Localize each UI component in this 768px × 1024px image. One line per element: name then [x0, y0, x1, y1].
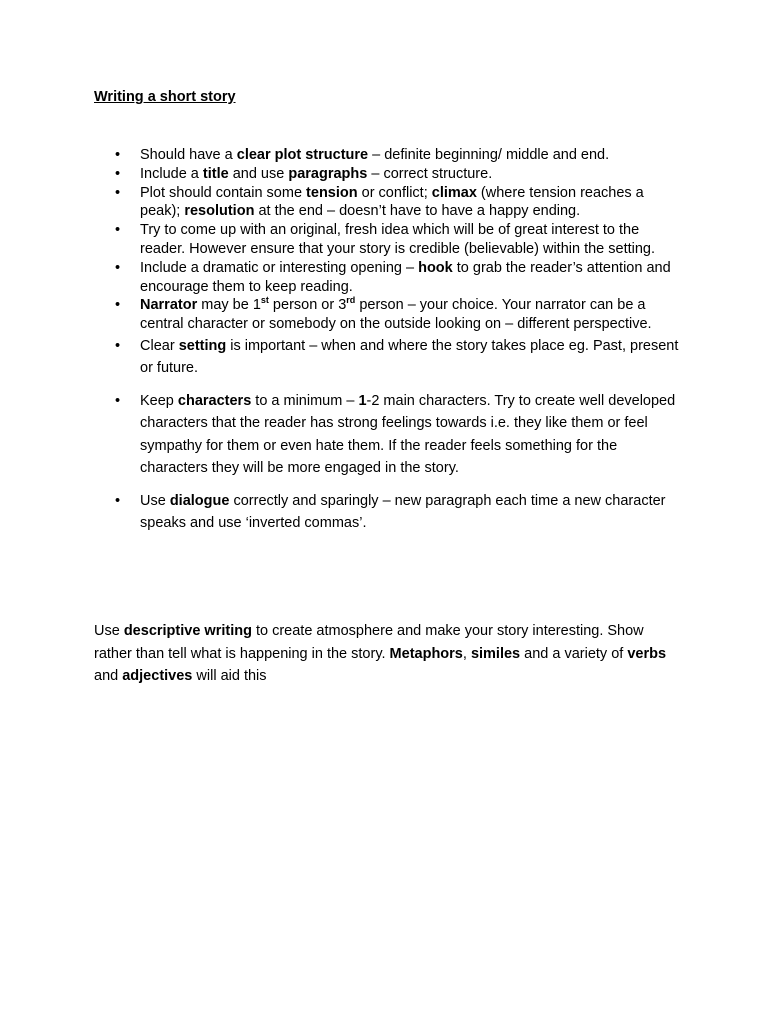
item-text: Plot should contain some: [140, 184, 307, 201]
item-text: Use: [140, 492, 170, 509]
list-item: [140, 221, 685, 259]
item-text: Include a: [140, 165, 203, 182]
list-item: [140, 165, 685, 184]
item-keyword: Narrator: [140, 297, 198, 314]
list-item: [140, 335, 685, 380]
paragraph-text: Use: [94, 623, 124, 639]
item-text: and use: [228, 165, 289, 182]
item-text: to a minimum –: [251, 392, 359, 409]
item-keyword: tension: [306, 184, 358, 201]
paragraph-text: will aid this: [192, 668, 267, 684]
item-text: Should have a: [140, 147, 237, 163]
item-keyword: paragraphs: [288, 165, 368, 182]
ordinal-superscript: rd: [346, 295, 356, 306]
list-item: [140, 146, 685, 165]
list-item: [140, 390, 685, 480]
paragraph-text: to create atmosphere and make your story interesting. Show rather than tell what is happening in the story.: [94, 623, 644, 662]
paragraph-keyword: similes: [470, 645, 521, 662]
item-keyword: characters: [177, 392, 252, 409]
ordinal-superscript: st: [260, 295, 269, 306]
item-keyword: climax: [431, 184, 477, 201]
item-text: – definite beginning/ middle and end.: [368, 147, 610, 163]
list-item: [140, 490, 685, 535]
list-item: [140, 259, 685, 297]
item-text: or conflict;: [357, 184, 432, 201]
item-text: Keep: [140, 392, 178, 409]
tips-list: [140, 146, 685, 535]
list-item: [140, 296, 685, 334]
item-keyword: title: [202, 165, 229, 182]
closing-paragraph: [94, 620, 684, 688]
item-text: to grab the reader’s attention and encourage them to keep reading.: [140, 259, 671, 295]
item-keyword: setting: [178, 337, 227, 354]
paragraph-keyword: Metaphors: [389, 645, 463, 662]
paragraph-keyword: adjectives: [122, 668, 193, 684]
item-text: person – your choice. Your narrator can be a central character or somebody on the outside looking on – different perspective.: [140, 297, 652, 333]
item-text: is important – when and where the story takes place eg. Past, present or future.: [140, 337, 679, 377]
paragraph-text: ,: [462, 645, 471, 662]
item-text: -2 main characters. Try to create well developed characters that the reader has strong feelings towards i.e. they like them or feel sympathy for them or even hate them. If the reader feels something for the characters they will be more engaged in the story.: [140, 392, 676, 477]
item-keyword: resolution: [184, 203, 255, 220]
page-title: Writing a short story: [94, 89, 236, 105]
item-text: Clear: [140, 337, 179, 354]
item-text: Try to come up with an original, fresh idea which will be of great interest to the reader. However ensure that your story is credible (believable) within the setting.: [140, 222, 656, 257]
item-text: person or 3: [268, 297, 347, 314]
item-keyword: hook: [418, 259, 453, 276]
item-text: correctly and sparingly – new paragraph each time a new character speaks and use ‘inverted commas’.: [140, 492, 666, 532]
item-text: – correct structure.: [367, 165, 493, 182]
paragraph-text: and a variety of: [520, 645, 628, 662]
paragraph-keyword: descriptive writing: [123, 623, 252, 639]
item-text: Include a dramatic or interesting opening –: [140, 259, 419, 276]
item-keyword: dialogue: [169, 492, 230, 509]
item-text: at the end – doesn’t have to have a happy ending.: [254, 203, 581, 220]
item-text: (where tension reaches a peak);: [140, 184, 644, 220]
list-item: [140, 184, 685, 222]
paragraph-text: and: [94, 668, 123, 684]
paragraph-keyword: verbs: [627, 645, 667, 662]
item-text: may be 1: [197, 297, 261, 314]
item-keyword: 1: [358, 392, 367, 409]
item-keyword: clear plot structure: [236, 147, 369, 163]
